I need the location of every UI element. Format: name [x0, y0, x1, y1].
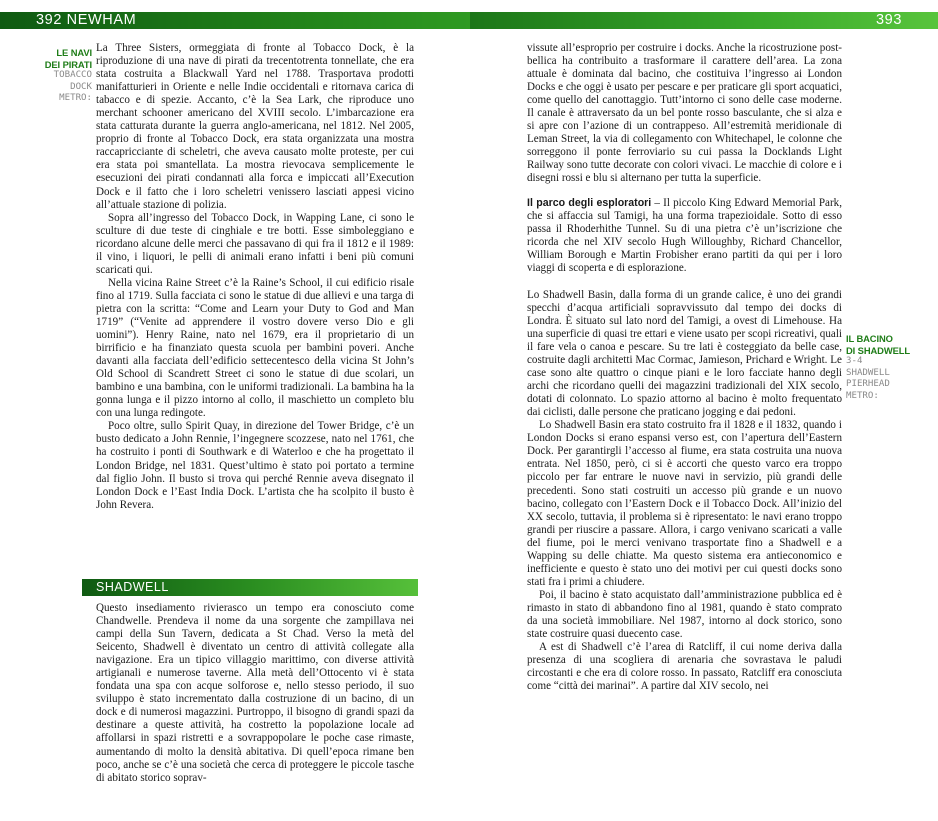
left-column-bottom: [96, 602, 414, 785]
left-page-number-and-title: 392 NEWHAM: [36, 12, 137, 28]
sidebar-metro-label: METRO:: [846, 390, 879, 401]
sidebar-range: 3-4: [846, 356, 863, 367]
right-page-number: 393: [876, 12, 902, 28]
sidebar-metro-label: METRO:: [59, 93, 92, 104]
paragraph-body: – Il piccolo King Edward Memorial Park, che si affaccia sul Tamigi, ha una forma trapezioidale. Sotto di esso passa il Rhoderhithe Tunnel. Su di una pietra c’è un’iscrizione che ricorda che nel XIV secolo Hugh Willoughby, Richard Chancellor, William Borough e Martin Frobisher erano partiti da qui per i loro viaggi di scoperta e di esplorazione.: [527, 196, 842, 274]
paragraph: vissute all’esproprio per costruire i docks. Anche la ricostruzione post-bellica ha contribuito a trasformare il carattere dell’area. La zona attuale è dominata dal bacino, che costituiva l’ingresso ai London Docks e che oggi è usato per pescare e per praticare gli sport acquatici, come quello del canottaggio. Tutt’intorno ci sono delle case moderne. Il canale è attraversato da un bel ponte rosso basculante, che si alza e si apre con l’azione di un contrappeso. All’estremità meridionale di Leman Street, la via di collegamento con Whitechapel, le colonne che sorreggono il ponte ferroviario su cui passa la Docklands Light Railway sono tutte decorate con colori vivaci. Le macchie di colore e i disegni rossi e blu si alternano per tutta la superficie.: [527, 42, 842, 185]
left-column-top: [96, 42, 414, 512]
sidebar-place-line-2: DOCK: [70, 81, 92, 92]
page-header-left: [0, 12, 470, 29]
sidebar-pirate-ships: [14, 47, 92, 105]
paragraph: La Three Sisters, ormeggiata di fronte al Tobacco Dock, è la riproduzione di una nave di pirati da trecentotrenta tonnellate, che era stata costruita a Blackwall Yard nel 1788. Trasportava prodotti manifatturieri in Oriente e nelle Indie occidentali e ritornava carica di tabacco e di spezie. Accanto, c’è la Sea Lark, che riproduce uno merchant schooner americano del XVIII secolo. L’imbarcazione era stata catturata durante la guerra anglo-americana, nel 1812. Nel 2005, proprio di fronte al Tobacco Dock, era stata organizzata una mostra raccapricciante di scheletri, che aveva causato molte proteste, per cui era stata poi smantellata. La mostra rievocava semplicemente le esecuzioni dei pirati condannati alla forca e impiccati all’Execution Dock e il fatto che i loro scheletri venissero lasciati appesi vicino all’attuale stazione di polizia.: [96, 42, 414, 211]
sidebar-title-line-1: LE NAVI: [56, 47, 92, 58]
paragraph: Questo insediamento rivierasco un tempo era conosciuto come Chandwelle. Prendeva il nome da una sorgente che zampillava nei campi della Sun Tavern, dedicata a St Chad. Verso la metà del Seicento, Shadwell è diventato un centro di attività collegate alla navigazione. Era un tipico villaggio marittimo, con diverse attività artigianali e numerose taverne. Alla metà dell’Ottocento vi è stata fondata una spa con acque solforose e, nello stesso periodo, il suo sviluppo è stato incrementato dalla costruzione di un bacino, di un dock e di numerosi magazzini. Purtroppo, il bisogno di grandi spazi da destinare a queste attività, ha costretto la popolazione locale ad affollarsi in spazi ristretti e a sovrappopolare le poche case rimaste, aumentando di molto la densità abitativa. Di quell’epoca rimane ben poco, anche se c’è una società che cerca di proteggere le piccole tasche di abitato storico soprav-: [96, 602, 414, 784]
section-heading-bar: [82, 579, 418, 596]
paragraph: Poi, il bacino è stato acquistato dall’amministrazione pubblica ed è rimasto in stato di abbandono fino al 1981, quando è stato comprato da una società immobiliare. Nel 1987, intorno al dock storico, sono state costruire quasi duecento case.: [527, 588, 842, 641]
sidebar-title-line-2: DI SHADWELL: [846, 344, 910, 356]
paragraph: Poco oltre, sullo Spirit Quay, in direzione del Tower Bridge, c’è un busto dedicato a John Rennie, l’ingegnere scozzese, nato nel 1761, che ha costruito i ponti di Southwark e di Waterloo e che ha progettato il London Bridge, nel 1831. Quest’ultimo è stato poi portato a termine dal figlio John. Il busto si trova qui perché Rennie aveva disegnato il London Dock e l’East India Dock. L’artista che ha scolpito il busto è John Revera.: [96, 420, 414, 511]
sidebar-shadwell-basin: [846, 333, 936, 403]
section-title: SHADWELL: [96, 580, 169, 594]
right-column: [527, 42, 842, 693]
paragraph: A est di Shadwell c’è l’area di Ratcliff, il cui nome deriva dalla presenza di una scogliera di arenaria che sovrastava le paludi circostanti e che era di colore rosso. In passato, Ratcliff era conosciuta come “città dei marinai”. A partire dal XIV secolo, nei: [527, 641, 842, 693]
page-header-right: [470, 12, 938, 29]
sidebar-place-line-2: PIERHEAD: [846, 379, 890, 390]
sidebar-title-line-2: DEI PIRATI: [44, 58, 92, 70]
paragraph: Lo Shadwell Basin, dalla forma di un grande calice, è uno dei grandi specchi d’acqua artificiali sopravvissuto dal tempo dei docks di Londra. È situato sul lato nord del Tamigi, a ovest di Limehouse. Ha una superficie di quasi tre ettari e viene usato per scopi ricreativi, quali il fare vela o canoa e pescare. Su tre lati è costeggiato da belle case, costruite dagli architetti Mac Cormac, Jamieson, Prichard e Wright. Le case sono alte quattro o cinque piani e le loro facciate hanno degli archi che ricordano quelli dei magazzini tradizionali del XIX secolo, dotati di colonnato. Lo spazio attorno al bacino è molto frequentato dai ciclisti, dalle persone che praticano jogging e dai pedoni.: [527, 288, 842, 419]
sidebar-place-line-1: TOBACCO: [53, 70, 92, 81]
paragraph: Lo Shadwell Basin era stato costruito fra il 1828 e il 1832, quando i London Docks si erano espansi verso est, con l’apertura dell’Eastern Dock. Per garantirgli l’accesso al fiume, era stata costruita una nuova entrata. Nel 1850, però, ci si è accorti che questo varco era troppo piccolo per far entrare le nuove navi in servizio, più grandi delle precedenti. Sono stati costruiti un accesso più grande e un nuovo bacino, collegato con l’Eastern Dock e il Tobacco Dock. All’inizio del XX secolo, tuttavia, il problema si è ripresentato: le navi erano troppo grandi per riuscire a passare. Allora, i cargo venivano scaricati a valle del fiume, poi le merci venivano trasportate fino a Shadwell e a Wapping su delle chiatte. Ma questo sistema era antieconomico e inefficiente e questo è stato uno dei motivi per cui questi docks sono stati fra i primi a chiudere.: [527, 419, 842, 588]
paragraph-explorers-park: [527, 197, 842, 275]
sidebar-place-line-1: SHADWELL: [846, 367, 890, 378]
paragraph-lead: Il parco degli esploratori: [527, 196, 652, 209]
paragraph: Nella vicina Raine Street c’è la Raine’s School, il cui edificio risale fino al 1719. Sulla facciata ci sono le statue di due allievi e una targa di pietra con la scritta: “Come and Learn your Duty to God and Man 1719” (“Venite ad apprendere il vostro dovere verso Dio e gli uomini”). Henry Raine, nato nel 1679, era il proprietario di un birrificio e ha finanziato questa scuola per bambini poveri. Anche davanti alla facciata dell’edificio settecentesco della vicina St John’s Old School di Scandrett Street ci sono le statue di due scolari, un bambino e una bambina, con le uniformi tradizionali. La bambina ha la gonna lunga e il pizzo intorno al collo, il maschietto un completo blu con una lunga redingote.: [96, 276, 414, 420]
paragraph: Sopra all’ingresso del Tobacco Dock, in Wapping Lane, ci sono le sculture di due teste di cinghiale e tre botti. Esse simboleggiano e ricordano alcune delle merci che passavano di qui fra il 1812 e il 1989: il vino, i liquori, le pelli di animali erano infatti i beni più comuni scaricati qui.: [96, 211, 414, 276]
sidebar-title-line-1: IL BACINO: [846, 333, 893, 344]
